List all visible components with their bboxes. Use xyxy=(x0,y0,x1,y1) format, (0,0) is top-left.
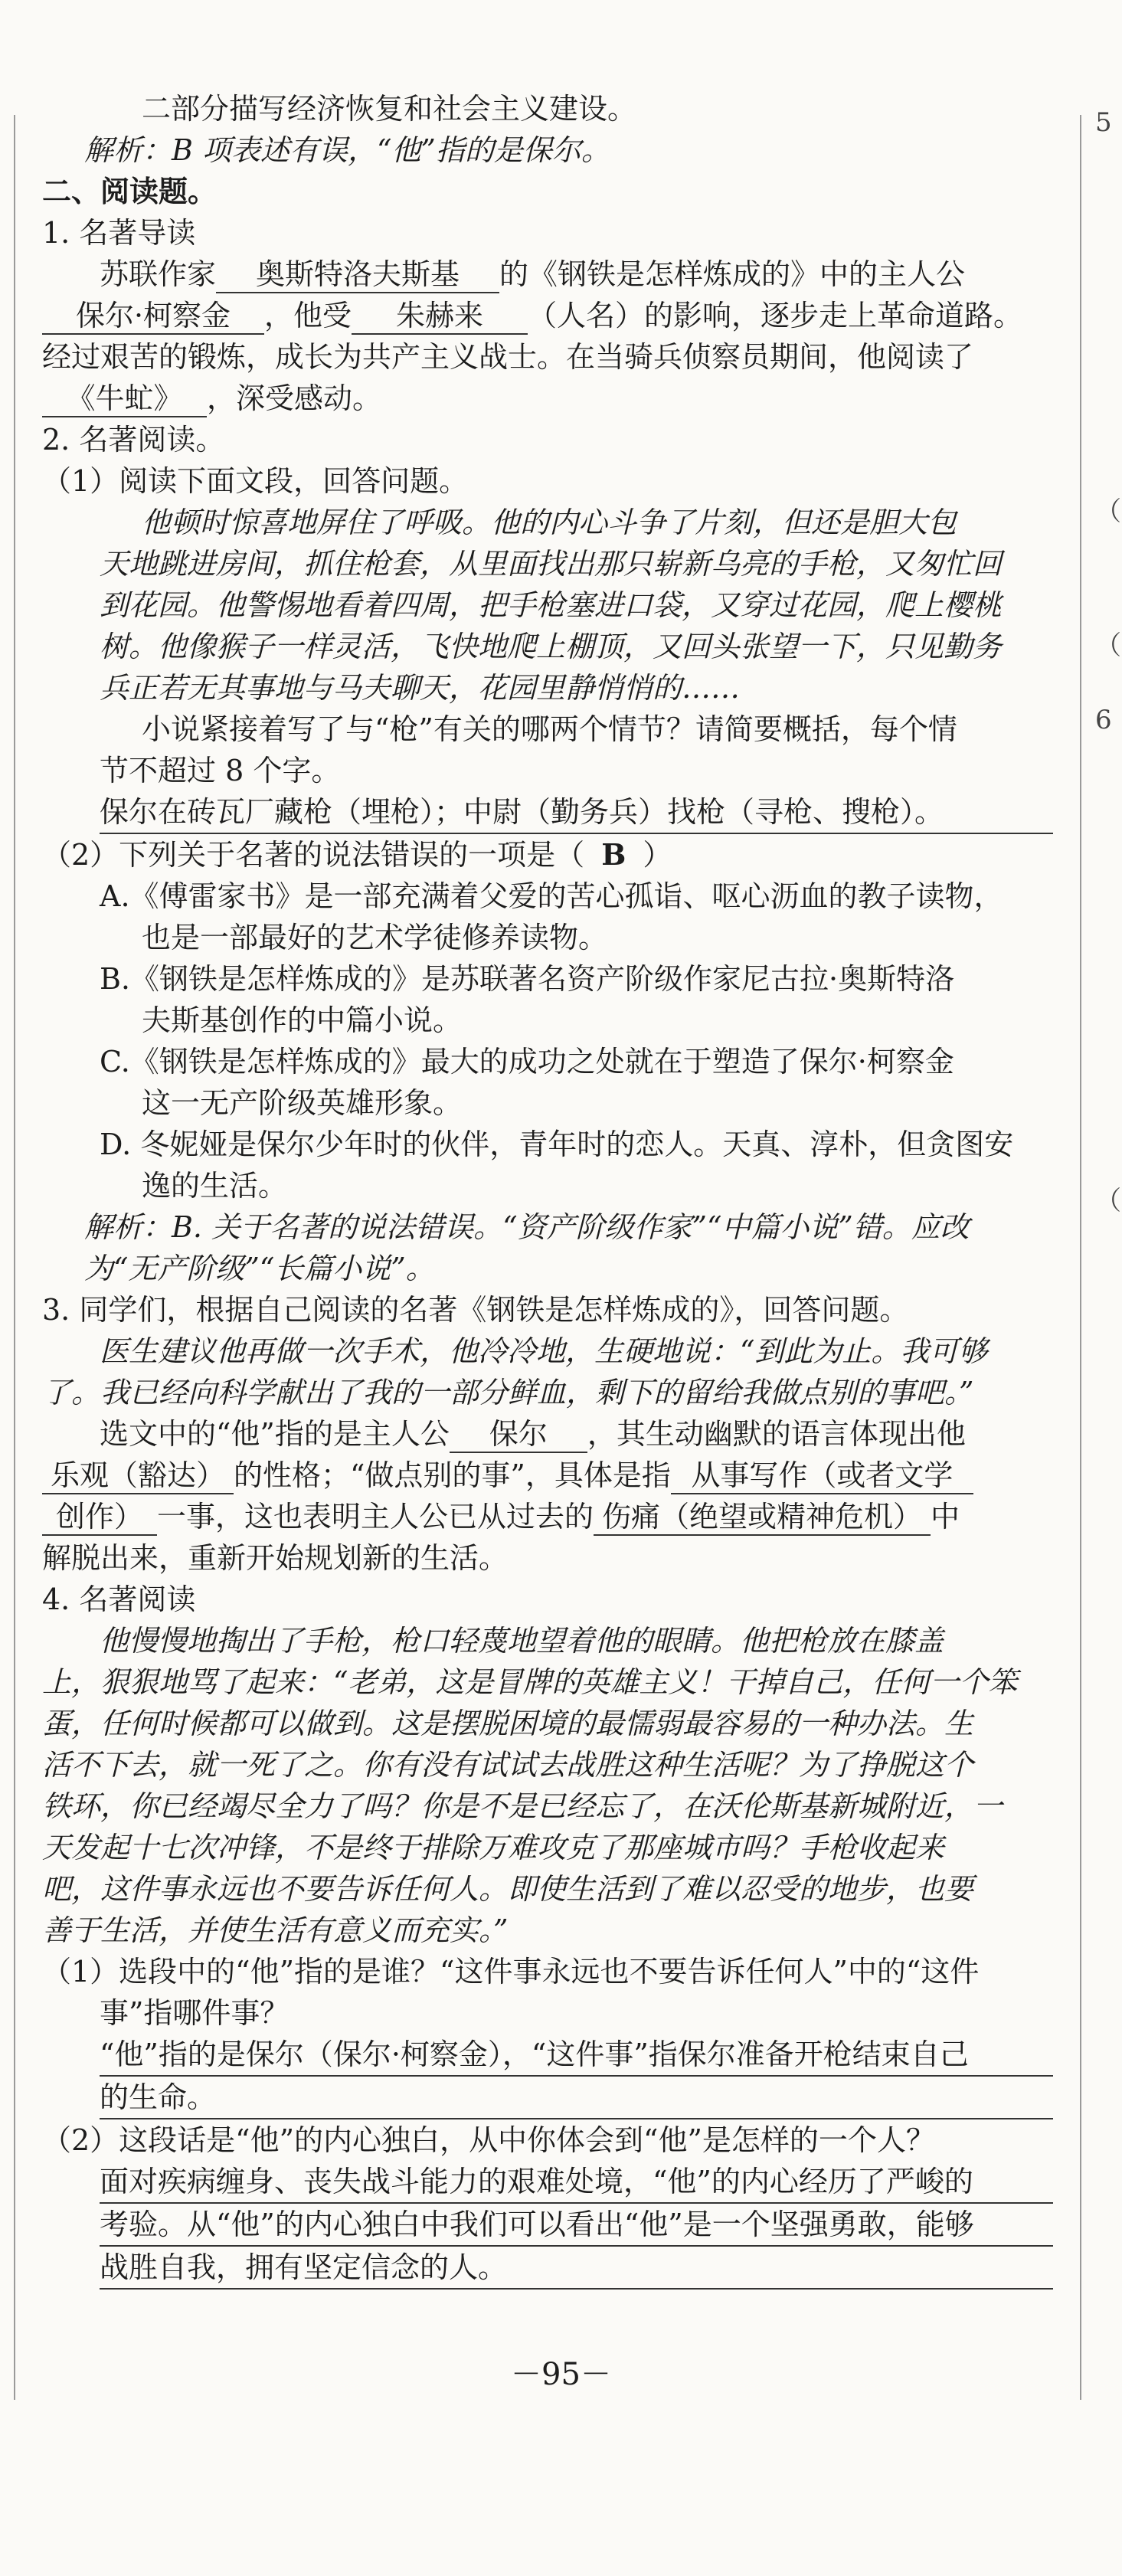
q4-passage-line: 铁环，你已经竭尽全力了吗？你是不是已经忘了，在沃伦斯基新城附近，一 xyxy=(42,1789,1003,1823)
q2-title: 2. 名著阅读。 xyxy=(42,423,225,457)
q4-passage-line: 他慢慢地掏出了手枪，枪口轻蔑地望着他的眼睛。他把枪放在膝盖 xyxy=(100,1624,944,1658)
q1-text: 的《钢铁是怎样炼成的》中的主人公 xyxy=(499,257,966,291)
q2-option-a: A.《傅雷家书》是一部充满着父爱的苦心孤诣、呕心沥血的教子读物， xyxy=(100,879,1003,913)
q3-text: 选文中的“他”指的是主人公 xyxy=(100,1417,450,1451)
q3-answer-thing: 从事写作（或者文学 xyxy=(671,1458,973,1494)
q1-text: （人名）的影响，逐步走上革命道路。 xyxy=(528,299,1023,332)
q3-line xyxy=(42,1455,1053,1496)
q2-option-d: D. 冬妮娅是保尔少年时的伙伴，青年时的恋人。天真、淳朴，但贪图安 xyxy=(100,1128,1014,1161)
q2-analysis-line: 为“无产阶级”“长篇小说”。 xyxy=(84,1252,435,1285)
q1-line xyxy=(42,378,1053,419)
right-margin-glyph: 6 xyxy=(1095,705,1112,735)
q2-sub2-answer: B xyxy=(601,837,626,872)
q3-passage-line: 了。我已经向科学献出了我的一部分鲜血，剩下的留给我做点别的事吧。” xyxy=(42,1376,974,1409)
q4-title: 4. 名著阅读 xyxy=(42,1583,196,1616)
q3-answer-past: 伤痛（绝望或精神危机） xyxy=(594,1499,931,1536)
q3-passage-line: 医生建议他再做一次手术，他冷冷地，生硬地说：“到此为止。我可够 xyxy=(100,1334,988,1368)
q3-text: 的性格；“做点别的事”，具体是指 xyxy=(234,1458,671,1492)
q3-line xyxy=(42,1496,1053,1537)
q1-answer-protagonist: 保尔·柯察金 xyxy=(42,298,264,335)
page-number: －95－ xyxy=(511,2357,611,2392)
q2-passage-line: 他顿时惊喜地屏住了呼吸。他的内心斗争了片刻，但还是胆大包 xyxy=(142,506,957,539)
q2-option-d-cont: 逸的生活。 xyxy=(142,1169,288,1203)
q4-sub1-answer: “他”指的是保尔（保尔·柯察金），“这件事”指保尔准备开枪结束自己 xyxy=(100,2034,1053,2077)
prev-analysis-line: 解析：B 项表述有误，“他”指的是保尔。 xyxy=(84,133,610,167)
q4-sub1-answer: 的生命。 xyxy=(100,2077,1053,2119)
q1-text: ，深受感动。 xyxy=(207,381,382,415)
q1-line xyxy=(42,295,1053,336)
q2-sub2-text: （2）下列关于名著的说法错误的一项是（ xyxy=(42,838,585,872)
right-margin-glyph: （ xyxy=(1095,496,1121,527)
q2-option-c-cont: 这一无产阶级英雄形象。 xyxy=(142,1086,463,1120)
right-binding-rule xyxy=(1080,115,1081,2400)
q3-answer-thing-cont: 创作） xyxy=(42,1499,157,1536)
q2-question-line: 小说紧接着写了与“枪”有关的哪两个情节？请简要概括，每个情 xyxy=(142,712,957,746)
q3-line: 解脱出来，重新开始规划新的生活。 xyxy=(42,1541,509,1575)
q1-text: ，他受 xyxy=(264,299,352,332)
q3-text: 中 xyxy=(931,1500,960,1533)
q2-sub2-text: ） xyxy=(643,838,672,872)
right-margin-glyph: （ xyxy=(1095,1186,1121,1216)
prev-answer-line: 二部分描写经济恢复和社会主义建设。 xyxy=(142,92,637,126)
q4-sub2-answer: 战胜自我，拥有坚定信念的人。 xyxy=(100,2247,1053,2290)
q3-text: ，其生动幽默的语言体现出他 xyxy=(587,1417,966,1451)
q2-option-b-cont: 夫斯基创作的中篇小说。 xyxy=(142,1003,463,1037)
q1-title: 1. 名著导读 xyxy=(42,216,196,250)
q1-line xyxy=(42,254,1053,295)
q4-passage-line: 天发起十七次冲锋，不是终于排除万难攻克了那座城市吗？手枪收起来 xyxy=(42,1831,945,1864)
left-binding-rule xyxy=(14,115,15,2400)
q4-passage-line: 蛋，任何时候都可以做到。这是摆脱困境的最懦弱最容易的一种办法。生 xyxy=(42,1707,974,1740)
q3-answer-trait: 乐观（豁达） xyxy=(42,1458,234,1494)
right-margin-glyph: 5 xyxy=(1095,107,1112,138)
q2-passage-line: 天地跳进房间，抓住枪套，从里面找出那只崭新乌亮的手枪，又匆忙回 xyxy=(100,547,1003,581)
q2-passage-line: 兵正若无其事地与马夫聊天，花园里静悄悄的…… xyxy=(100,671,741,705)
q2-question-line: 节不超过 8 个字。 xyxy=(100,754,341,787)
q2-option-a-cont: 也是一部最好的艺术学徒修养读物。 xyxy=(142,921,608,954)
q2-option-b: B.《钢铁是怎样炼成的》是苏联著名资产阶级作家尼古拉·奥斯特洛 xyxy=(100,962,955,996)
q4-sub2-answer: 面对疾病缠身、丧失战斗能力的艰难处境，“他”的内心经历了严峻的 xyxy=(100,2161,1053,2204)
q3-line xyxy=(42,1413,1053,1455)
q4-passage-line: 善于生活，并使生活有意义而充实。” xyxy=(42,1913,509,1947)
q2-analysis-line: 解析：B. 关于名著的说法错误。“资产阶级作家”“中篇小说”错。应改 xyxy=(84,1210,970,1244)
q4-passage-line: 活不下去，就一死了之。你有没有试试去战胜这种生活呢？为了挣脱这个 xyxy=(42,1748,974,1782)
q2-sub1-title: （1）阅读下面文段，回答问题。 xyxy=(42,464,469,498)
q1-text: 苏联作家 xyxy=(100,257,217,291)
q2-answer: 保尔在砖瓦厂藏枪（埋枪）；中尉（勤务兵）找枪（寻枪、搜枪）。 xyxy=(100,791,1053,834)
worksheet-page xyxy=(42,88,1053,2290)
q4-sub2-question: （2）这段话是“他”的内心独白，从中你体会到“他”是怎样的一个人？ xyxy=(42,2123,935,2157)
q4-passage-line: 吧，这件事永远也不要告诉任何人。即使生活到了难以忍受的地步，也要 xyxy=(42,1872,974,1906)
q2-sub2-title xyxy=(42,834,1053,876)
q3-text: 一事，这也表明主人公已从过去的 xyxy=(157,1500,594,1533)
q1-line: 经过艰苦的锻炼，成长为共产主义战士。在当骑兵侦察员期间，他阅读了 xyxy=(42,340,974,374)
q1-answer-author: 奥斯特洛夫斯基 xyxy=(216,257,499,293)
q1-answer-book: 《牛虻》 xyxy=(42,381,207,417)
section-title: 二、阅读题。 xyxy=(42,174,218,208)
q4-sub1-question-cont: 事”指哪件事？ xyxy=(100,1996,289,2030)
q3-title: 3. 同学们，根据自己阅读的名著《钢铁是怎样炼成的》，回答问题。 xyxy=(42,1293,909,1327)
q2-option-c: C.《钢铁是怎样炼成的》最大的成功之处就在于塑造了保尔·柯察金 xyxy=(100,1045,954,1079)
right-margin-glyph: （ xyxy=(1095,630,1121,661)
q4-sub2-answer: 考验。从“他”的内心独白中我们可以看出“他”是一个坚强勇敢，能够 xyxy=(100,2204,1053,2247)
q3-answer-name: 保尔 xyxy=(450,1416,587,1453)
q2-passage-line: 到花园。他警惕地看着四周，把手枪塞进口袋，又穿过花园，爬上樱桃 xyxy=(100,588,1003,622)
q1-answer-mentor: 朱赫来 xyxy=(352,298,528,335)
q4-sub1-question: （1）选段中的“他”指的是谁？“这件事永远也不要告诉任何人”中的“这件 xyxy=(42,1955,980,1988)
q4-passage-line: 上，狠狠地骂了起来：“老弟，这是冒牌的英雄主义！干掉自己，任何一个笨 xyxy=(42,1665,1018,1699)
q2-passage-line: 树。他像猴子一样灵活，飞快地爬上棚顶，又回头张望一下，只见勤务 xyxy=(100,630,1003,663)
